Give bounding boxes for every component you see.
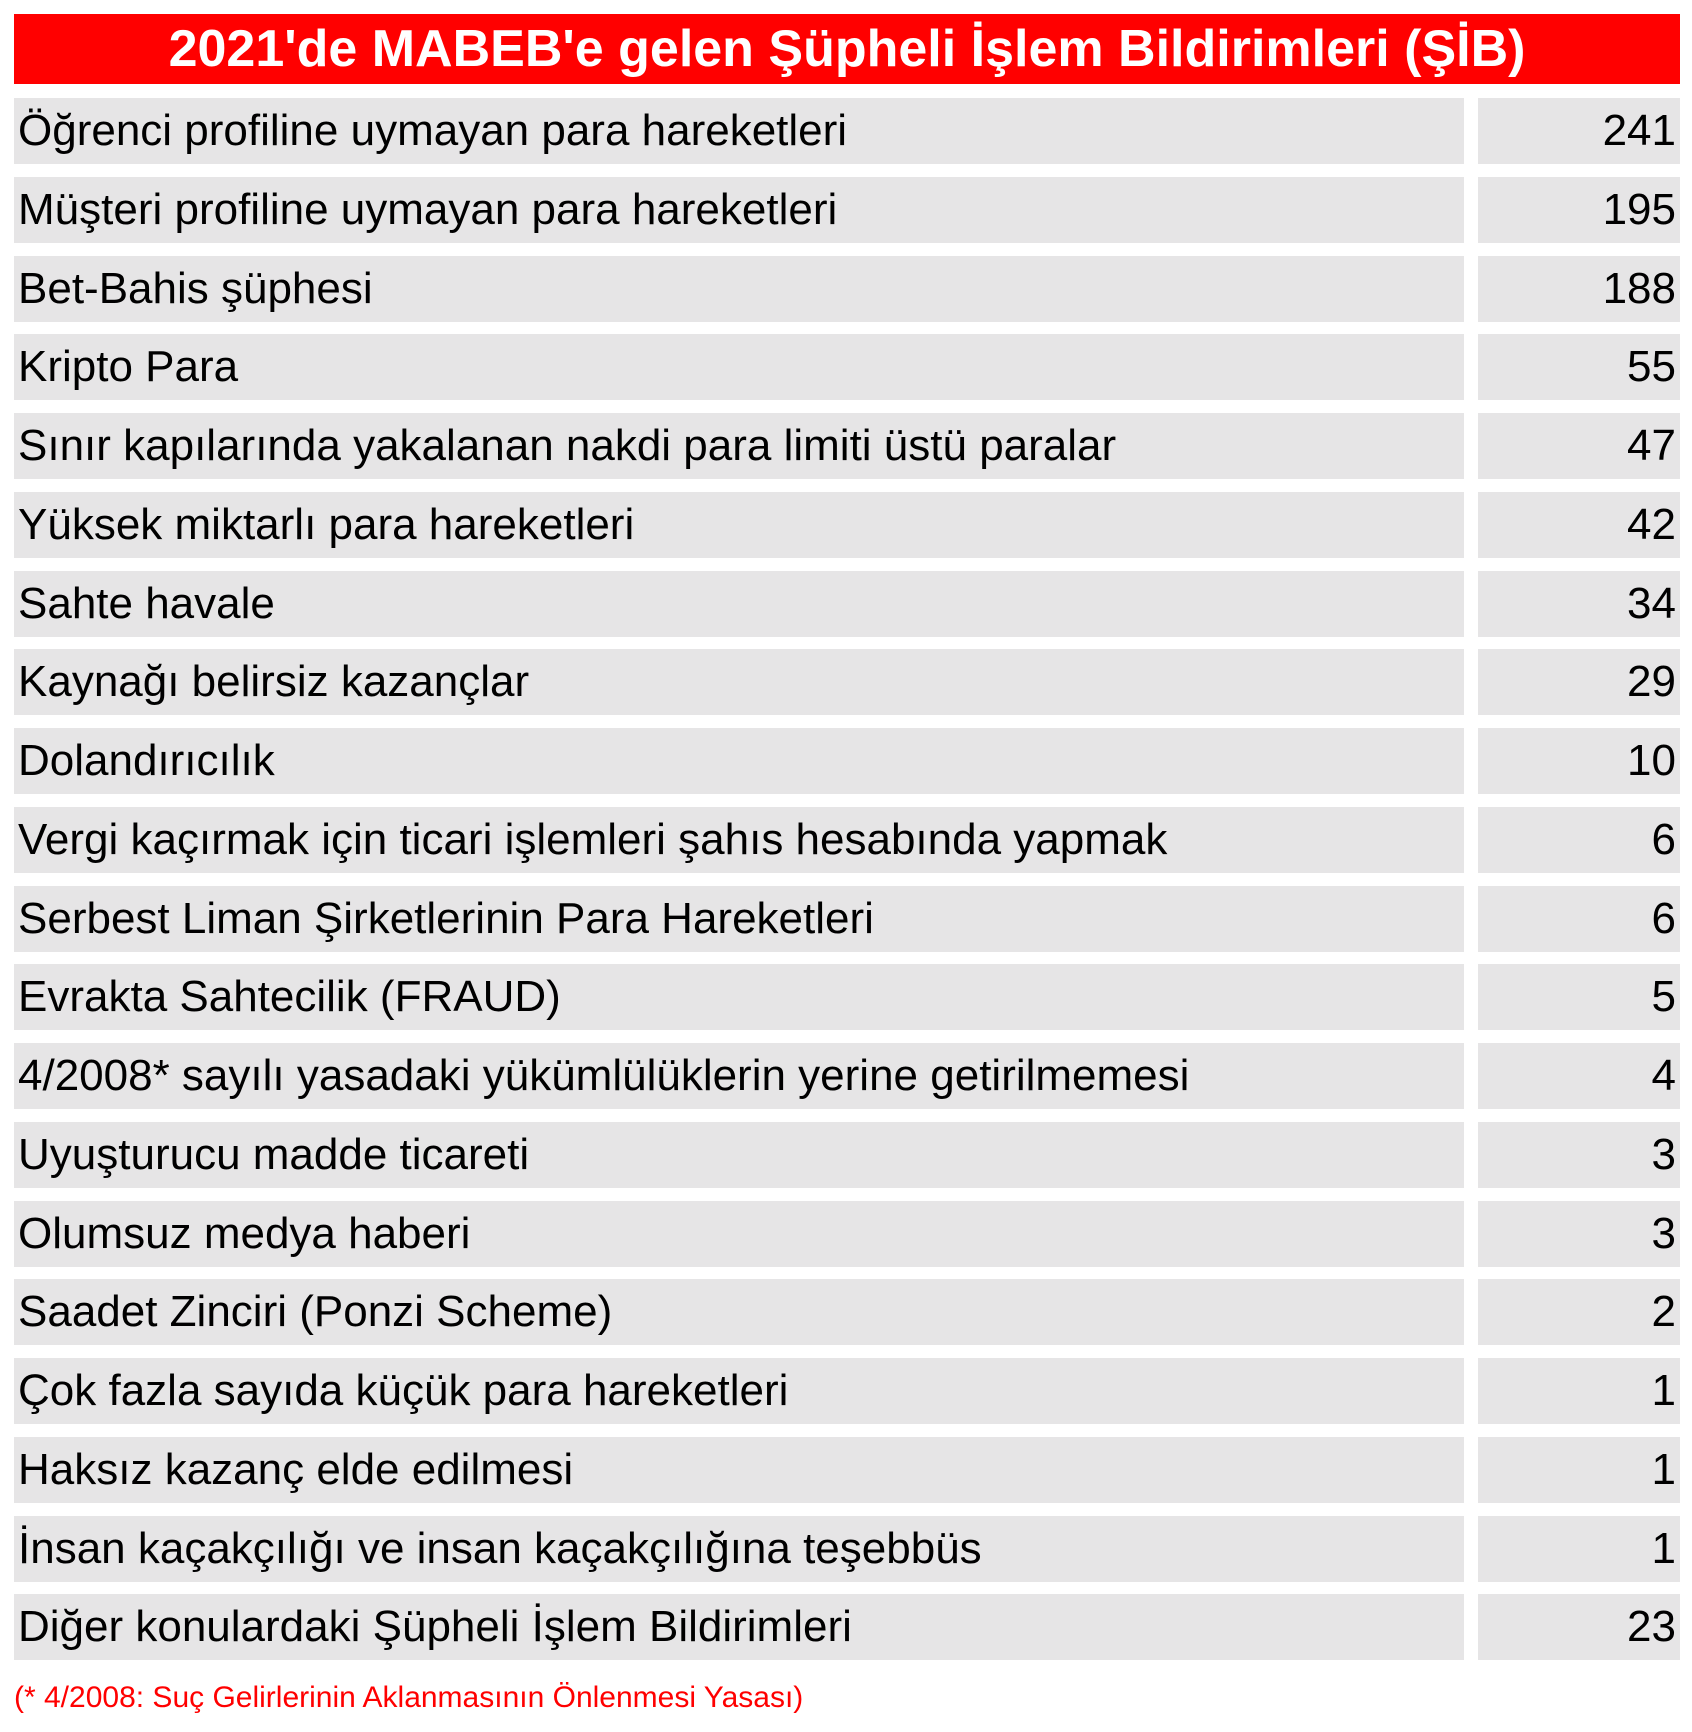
row-value: 2 bbox=[1478, 1279, 1680, 1345]
row-value: 3 bbox=[1478, 1122, 1680, 1188]
table-row bbox=[14, 728, 1680, 794]
table-row bbox=[14, 649, 1680, 715]
row-value: 55 bbox=[1478, 334, 1680, 400]
row-value: 6 bbox=[1478, 807, 1680, 873]
row-value: 5 bbox=[1478, 964, 1680, 1030]
row-value: 29 bbox=[1478, 649, 1680, 715]
table-row bbox=[14, 1437, 1680, 1503]
row-value: 23 bbox=[1478, 1594, 1680, 1660]
row-label: Saadet Zinciri (Ponzi Scheme) bbox=[14, 1279, 1464, 1345]
table-row bbox=[14, 1279, 1680, 1345]
table-row bbox=[14, 964, 1680, 1030]
row-label: Haksız kazanç elde edilmesi bbox=[14, 1437, 1464, 1503]
row-value: 195 bbox=[1478, 177, 1680, 243]
row-value: 4 bbox=[1478, 1043, 1680, 1109]
table-row bbox=[14, 1516, 1680, 1582]
row-label: Öğrenci profiline uymayan para hareketleri bbox=[14, 98, 1464, 164]
row-label: Diğer konulardaki Şüpheli İşlem Bildirimleri bbox=[14, 1594, 1464, 1660]
table-row bbox=[14, 571, 1680, 637]
row-label: Olumsuz medya haberi bbox=[14, 1201, 1464, 1267]
row-label: İnsan kaçakçılığı ve insan kaçakçılığına teşebbüs bbox=[14, 1516, 1464, 1582]
table-row bbox=[14, 413, 1680, 479]
row-label: Sahte havale bbox=[14, 571, 1464, 637]
row-value: 42 bbox=[1478, 492, 1680, 558]
table-row bbox=[14, 807, 1680, 873]
row-value: 1 bbox=[1478, 1358, 1680, 1424]
table-row bbox=[14, 1122, 1680, 1188]
row-label: Yüksek miktarlı para hareketleri bbox=[14, 492, 1464, 558]
row-label: Bet-Bahis şüphesi bbox=[14, 256, 1464, 322]
row-value: 1 bbox=[1478, 1437, 1680, 1503]
row-label: Vergi kaçırmak için ticari işlemleri şahıs hesabında yapmak bbox=[14, 807, 1464, 873]
footnote: (* 4/2008: Suç Gelirlerinin Aklanmasının Önlenmesi Yasası) bbox=[14, 1681, 804, 1714]
row-value: 6 bbox=[1478, 886, 1680, 952]
row-label: Evrakta Sahtecilik (FRAUD) bbox=[14, 964, 1464, 1030]
table-row bbox=[14, 1201, 1680, 1267]
row-value: 188 bbox=[1478, 256, 1680, 322]
row-label: Müşteri profiline uymayan para hareketleri bbox=[14, 177, 1464, 243]
row-value: 47 bbox=[1478, 413, 1680, 479]
row-label: Uyuşturucu madde ticareti bbox=[14, 1122, 1464, 1188]
row-value: 1 bbox=[1478, 1516, 1680, 1582]
table-row bbox=[14, 886, 1680, 952]
row-label: Dolandırıcılık bbox=[14, 728, 1464, 794]
table-row bbox=[14, 1594, 1680, 1660]
table-row bbox=[14, 256, 1680, 322]
table-row bbox=[14, 1358, 1680, 1424]
table-row bbox=[14, 177, 1680, 243]
row-value: 3 bbox=[1478, 1201, 1680, 1267]
table-row bbox=[14, 492, 1680, 558]
row-label: Serbest Liman Şirketlerinin Para Hareketleri bbox=[14, 886, 1464, 952]
table-row bbox=[14, 334, 1680, 400]
row-label: Kaynağı belirsiz kazançlar bbox=[14, 649, 1464, 715]
row-label: Çok fazla sayıda küçük para hareketleri bbox=[14, 1358, 1464, 1424]
table-row bbox=[14, 98, 1680, 164]
row-value: 34 bbox=[1478, 571, 1680, 637]
row-value: 10 bbox=[1478, 728, 1680, 794]
row-label: 4/2008* sayılı yasadaki yükümlülüklerin yerine getirilmemesi bbox=[14, 1043, 1464, 1109]
table-title: 2021'de MABEB'e gelen Şüpheli İşlem Bildirimleri (ŞİB) bbox=[14, 14, 1680, 84]
table-body bbox=[14, 98, 1680, 1673]
row-value: 241 bbox=[1478, 98, 1680, 164]
table-row bbox=[14, 1043, 1680, 1109]
row-label: Kripto Para bbox=[14, 334, 1464, 400]
row-label: Sınır kapılarında yakalanan nakdi para limiti üstü paralar bbox=[14, 413, 1464, 479]
